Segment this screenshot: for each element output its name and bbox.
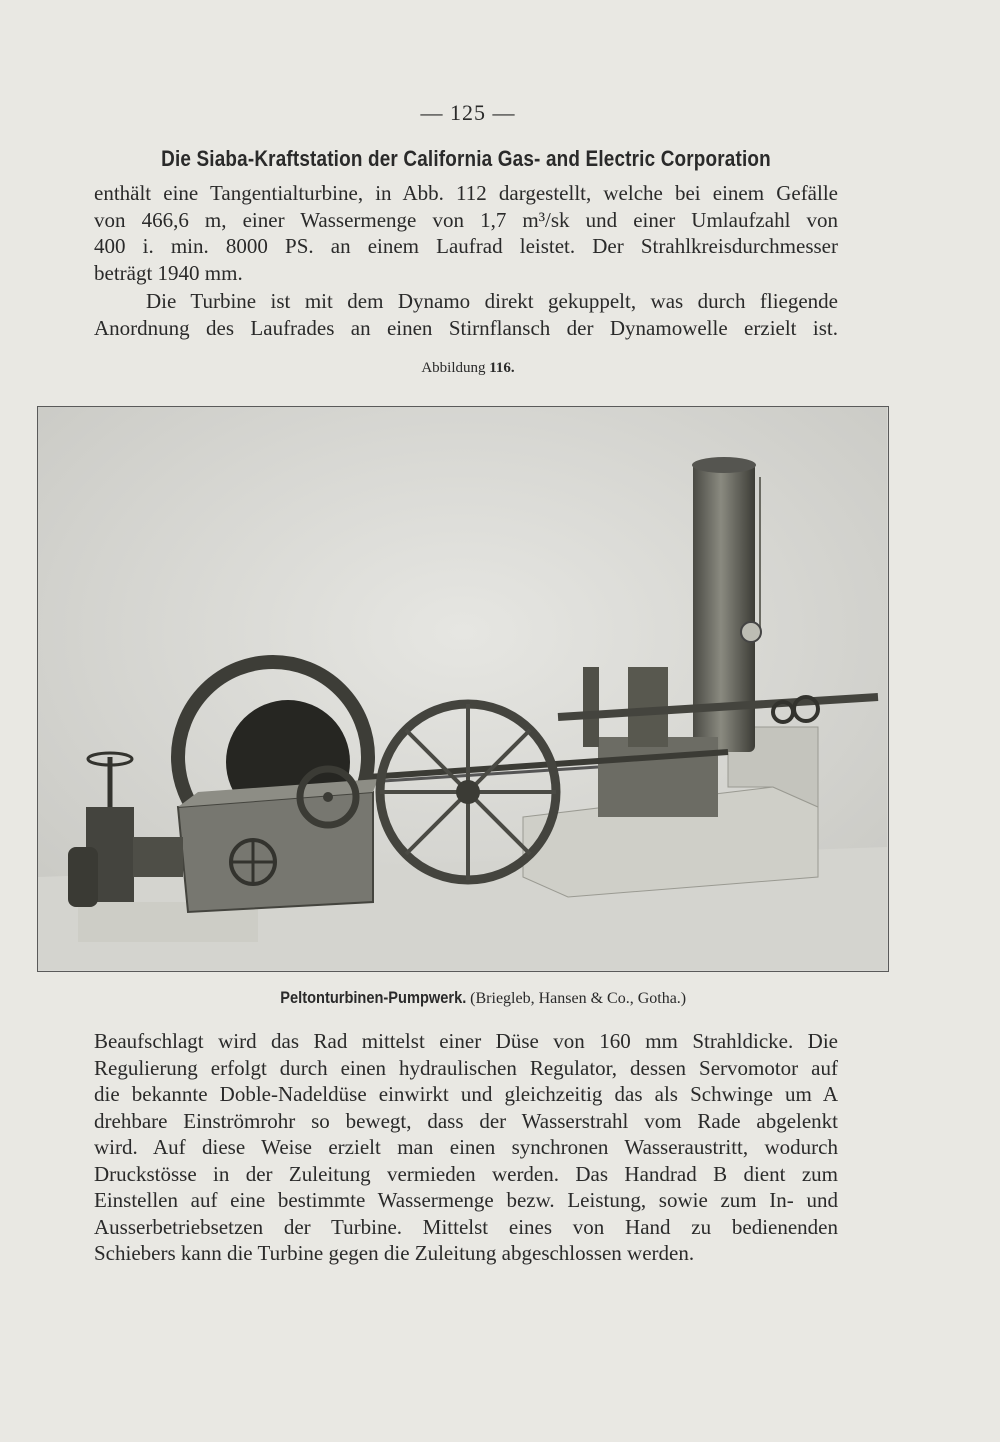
text-line: 400 i. min. 8000 PS. an einem Laufrad leistet. Der Strahlkreisdurchmesser (94, 234, 838, 258)
text-line: Anordnung des Laufrades an einen Stirnflansch der Dynamowelle erzielt ist. (94, 315, 838, 340)
text-line: Regulierung erfolgt durch einen hydraulischen Regulator, dessen Servomotor auf (94, 1055, 838, 1080)
figure-caption-title: Peltonturbinen-Pumpwerk. (280, 988, 467, 1007)
figure-photo (37, 406, 889, 972)
pelton-pump-illustration (38, 407, 887, 970)
section-heading: Die Siaba-Kraftstation der California Gas- and Electric Corporation (161, 146, 771, 171)
figure-caption (0, 988, 936, 1008)
text-line: enthält eine Tangentialturbine, in Abb. 112 dargestellt, welche bei einem Gefälle (94, 181, 838, 205)
figure-caption-credit: (Briegleb, Hansen & Co., Gotha.) (470, 990, 687, 1007)
text-line: Beaufschlagt wird das Rad mittelst einer Düse von 160 mm Strahldicke. Die (94, 1029, 838, 1053)
text-line: von 466,6 m, einer Wassermenge von 1,7 m³/sk und einer Umlaufzahl von (94, 207, 838, 232)
text-line: Schiebers kann die Turbine gegen die Zuleitung abgeschlossen werden. (94, 1241, 695, 1265)
text-line: Einstellen auf eine bestimmte Wassermenge bezw. Leistung, sowie zum In- und (94, 1188, 838, 1212)
figure-label (0, 360, 936, 377)
text-line: Ausserbetriebsetzen der Turbine. Mittelst eines von Hand zu bedienenden (94, 1214, 838, 1239)
text-line: wird. Auf diese Weise erzielt man einen synchronen Wasseraustritt, wodurch (94, 1135, 838, 1159)
text-line: beträgt 1940 mm. (94, 260, 243, 285)
figure-label-prefix: Abbildung (421, 360, 486, 376)
text-line: Die Turbine ist mit dem Dynamo direkt gekuppelt, was durch fliegende (146, 289, 838, 313)
page-number: — 125 — (420, 100, 516, 125)
text-line: Druckstösse in der Zuleitung vermieden werden. Das Handrad B dient zum (94, 1161, 838, 1186)
text-line: die bekannte Doble-Nadeldüse einwirkt und gleichzeitig das als Schwinge um A (94, 1082, 838, 1106)
figure-label-number: 116. (489, 360, 515, 376)
paragraph-3 (94, 1028, 838, 1267)
paragraph-1 (94, 180, 838, 286)
text-line: drehbare Einströmrohr so bewegt, dass der Wasserstrahl vom Rade abgelenkt (94, 1108, 838, 1133)
paragraph-2 (94, 288, 838, 341)
